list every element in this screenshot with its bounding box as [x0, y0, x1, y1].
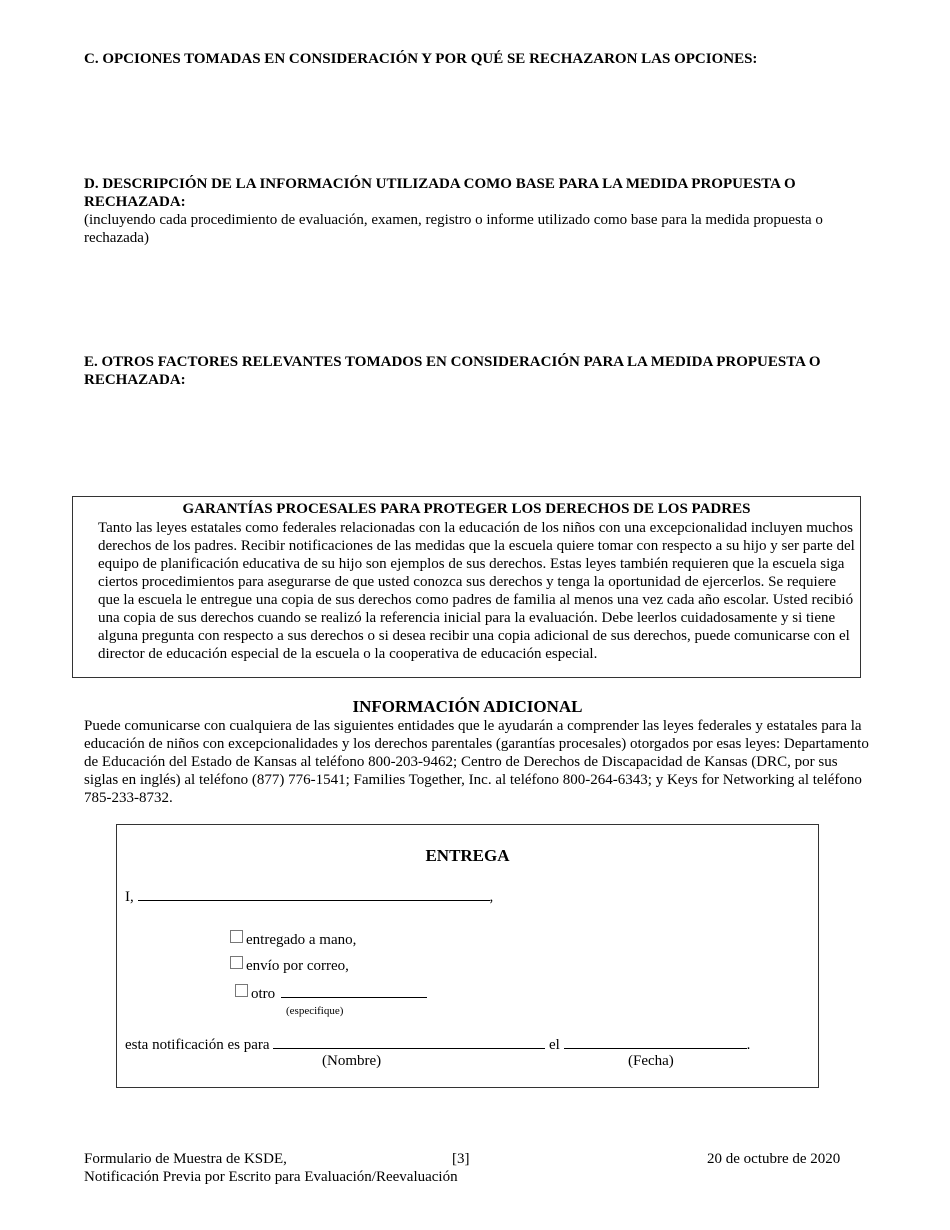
procedural-safeguards-title: GARANTÍAS PROCESALES PARA PROTEGER LOS DERECHOS DE LOS PADRES	[182, 501, 751, 517]
hand-delivered-checkbox[interactable]	[230, 930, 243, 943]
option-other[interactable]	[235, 983, 427, 1003]
other-specify-line[interactable]	[281, 983, 427, 998]
footer-form-line1: Formulario de Muestra de KSDE,	[84, 1151, 287, 1167]
other-label: otro	[251, 986, 276, 1002]
section-d	[84, 175, 874, 247]
additional-info-text: Puede comunicarse con cualquiera de las siguientes entidades que le ayudarán a comprender las leyes federales y estatales para la educación de niños con excepcionalidades y los derechos parentales (garantías procesales) otorgados por esas leyes: Departamento de Educación del Estado de Kansas al teléfono 800-203-9462; Centro de Derechos de Discapacidad de Kansas (DRC, por sus siglas en inglés) al teléfono (877) 776-1541; Families Together, Inc. al teléfono 800-264-6343; y Keys for Networking al teléfono 785-233-8732.	[84, 718, 869, 806]
section-d-subtitle: (incluyendo cada procedimiento de evaluación, examen, registro o informe utilizado como base para la medida propuesta o rechazada)	[84, 212, 823, 246]
notice-row	[125, 1034, 750, 1054]
hand-delivered-label: entregado a mano,	[246, 932, 357, 948]
additional-info-title: INFORMACIÓN ADICIONAL	[352, 697, 583, 716]
date-line[interactable]	[564, 1034, 747, 1049]
footer-page-number: [3]	[452, 1151, 470, 1167]
mailed-label: envío por correo,	[246, 958, 349, 974]
option-mailed[interactable]	[230, 956, 349, 975]
procedural-safeguards-text: Tanto las leyes estatales como federales relacionadas con la educación de los niños con una excepcionalidad incluyen muchos derechos de los padres. Recibir notificaciones de las medidas que la escuela quiere tomar con respecto a su hijo y ser parte del equipo de planificación educativa de su hijo son ejemplos de sus derechos. Estas leyes también requieren que la escuela siga ciertos procedimientos para asegurarse de que usted conozca sus derechos y tenga la oportunidad de ejercerlos. Se requiere que la escuela le entregue una copia de sus derechos como padres de familia al menos una vez cada año escolar. Usted recibió una copia de sus derechos cuando se realizó la referencia inicial para la evaluación. Debe leerlos cuidadosamente y si tiene alguna pregunta con respecto a sus derechos o si desea recibir una copia adicional de sus derechos, puede comunicarse con el director de educación especial de la escuela o la cooperativa de educación especial.	[98, 520, 855, 662]
footer-form-line2: Notificación Previa por Escrito para Evaluación/Reevaluación	[84, 1169, 458, 1185]
footer-date: 20 de octubre de 2020	[707, 1151, 841, 1167]
section-d-title: D. DESCRIPCIÓN DE LA INFORMACIÓN UTILIZADA COMO BASE PARA LA MEDIDA PROPUESTA O RECHAZADA:	[84, 176, 796, 210]
section-e-title: E. OTROS FACTORES RELEVANTES TOMADOS EN CONSIDERACIÓN PARA LA MEDIDA PROPUESTA O RECHAZADA:	[84, 354, 821, 388]
delivered-by-prefix: I,	[125, 889, 134, 905]
date-label: (Fecha)	[628, 1053, 674, 1069]
notice-mid: el	[549, 1037, 560, 1053]
delivery-box	[116, 824, 819, 1088]
other-checkbox[interactable]	[235, 984, 248, 997]
delivered-by-row	[125, 886, 493, 906]
recipient-name-line[interactable]	[273, 1034, 545, 1049]
notice-end: .	[746, 1037, 751, 1053]
option-hand-delivered[interactable]	[230, 930, 356, 949]
delivered-by-suffix: ,	[489, 889, 494, 905]
deliverer-name-line[interactable]	[138, 886, 490, 901]
procedural-safeguards-box	[72, 496, 861, 678]
delivery-title: ENTREGA	[425, 846, 510, 865]
mailed-checkbox[interactable]	[230, 956, 243, 969]
specify-label: (especifique)	[286, 1005, 344, 1017]
notice-prefix: esta notificación es para	[125, 1037, 270, 1053]
footer-form-title	[84, 1150, 458, 1186]
name-label: (Nombre)	[322, 1053, 382, 1069]
section-c-title: C. OPCIONES TOMADAS EN CONSIDERACIÓN Y POR QUÉ SE RECHAZARON LAS OPCIONES:	[84, 51, 758, 67]
